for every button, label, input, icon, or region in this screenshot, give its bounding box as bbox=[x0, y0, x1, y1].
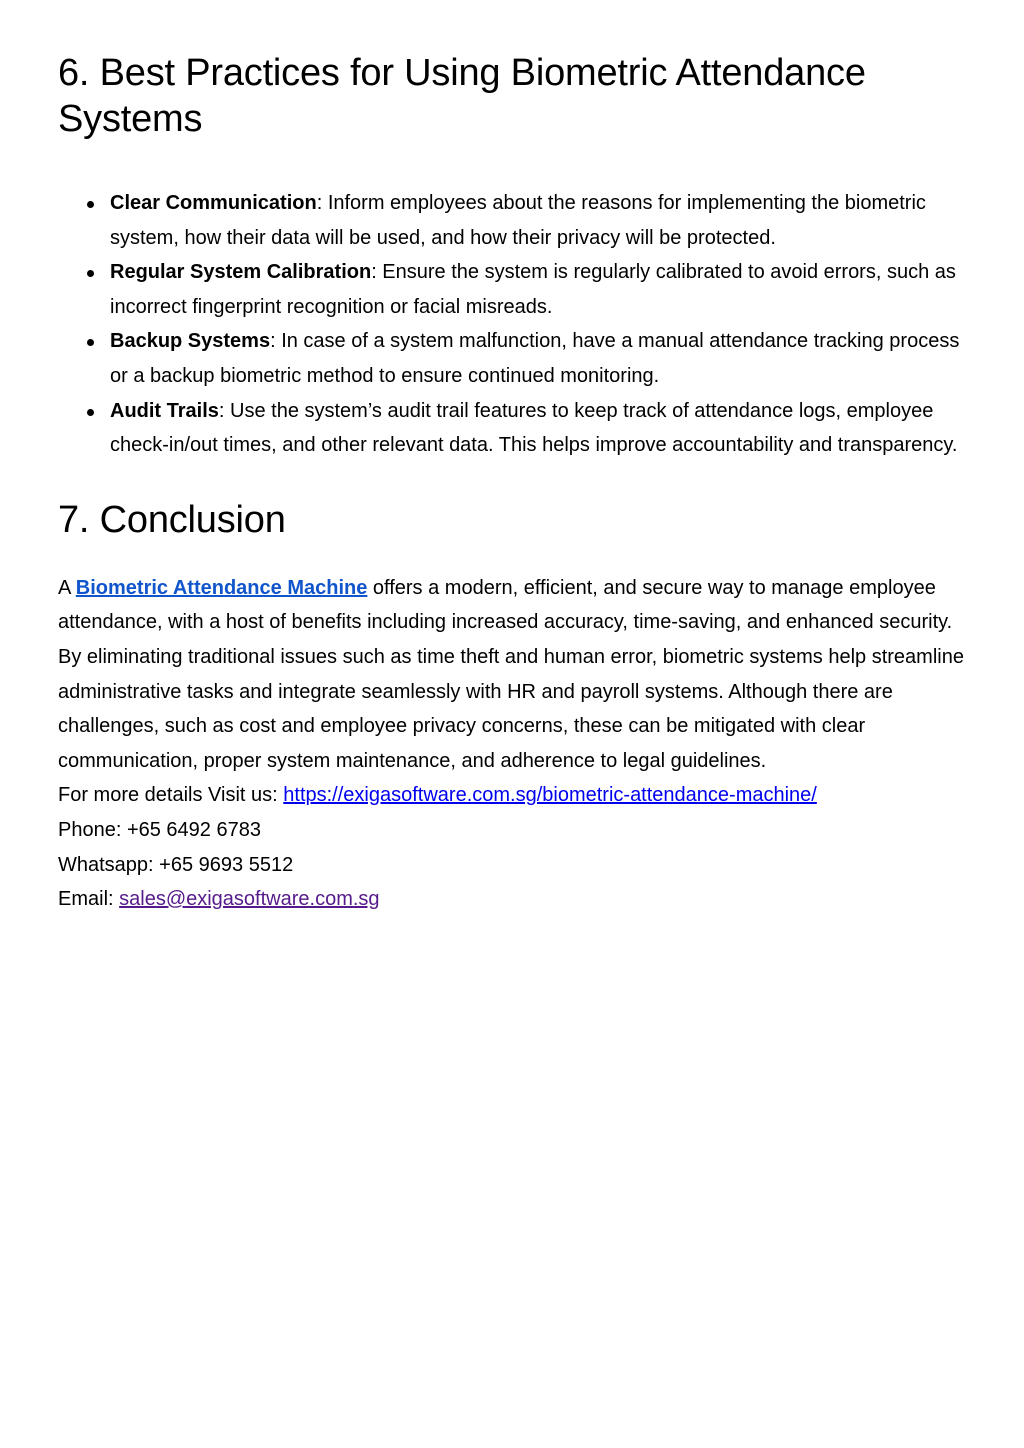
list-item bbox=[58, 255, 962, 324]
practice-term: Clear Communication bbox=[110, 192, 317, 214]
list-item bbox=[58, 324, 962, 393]
conclusion-text: offers a modern, efficient, and secure way to manage employee attendance, with a host of benefits including increased accuracy, time-saving, and enhanced security. By eliminating traditional issues such as time theft and human error, biometric systems help streamline administrative tasks and integrate seamlessly with HR and payroll systems. Although there are challenges, such as cost and employee privacy concerns, these can be mitigated with clear communication, proper system maintenance, and adherence to legal guidelines. bbox=[58, 576, 964, 772]
bullet-icon bbox=[87, 270, 94, 277]
section-7-heading: 7. Conclusion bbox=[58, 498, 286, 541]
bullet-icon bbox=[87, 409, 94, 416]
conclusion-body bbox=[58, 571, 970, 917]
practice-text: : In case of a system malfunction, have a manual attendance tracking process or a backup biometric method to ensure continued monitoring. bbox=[110, 330, 960, 387]
visit-label: For more details Visit us: bbox=[58, 784, 284, 807]
email-link[interactable]: sales@exigasoftware.com.sg bbox=[119, 888, 380, 911]
practice-term: Backup Systems bbox=[110, 330, 271, 353]
website-link[interactable]: https://exigasoftware.com.sg/biometric-attendance-machine/ bbox=[283, 784, 817, 807]
practice-text: : Inform employees about the reasons for implementing the biometric system, how their data will be used, and how their privacy will be protected. bbox=[110, 192, 926, 249]
section-6-heading: 6. Best Practices for Using Biometric Attendance Systems bbox=[58, 52, 866, 140]
bullet-icon bbox=[87, 339, 94, 346]
biometric-machine-link[interactable]: Biometric Attendance Machine bbox=[75, 576, 368, 599]
practice-text: : Ensure the system is regularly calibrated to avoid errors, such as incorrect fingerprint recognition or facial misreads. bbox=[110, 261, 956, 318]
conclusion-prefix: A bbox=[58, 576, 76, 599]
conclusion-paragraph bbox=[58, 571, 970, 779]
practice-term: Audit Trails bbox=[110, 399, 219, 422]
bullet-icon bbox=[87, 201, 94, 208]
visit-line bbox=[58, 778, 970, 813]
practice-text: : Use the system’s audit trail features to keep track of attendance logs, employee check-in/out times, and other relevant data. This helps improve accountability and transparency. bbox=[110, 399, 958, 457]
email-line bbox=[58, 882, 970, 917]
list-item bbox=[58, 394, 962, 463]
email-label: Email: bbox=[58, 888, 120, 911]
list-item bbox=[58, 186, 962, 255]
best-practices-list bbox=[58, 186, 966, 463]
practice-term: Regular System Calibration bbox=[110, 261, 372, 284]
phone-line: Phone: +65 6492 6783 bbox=[58, 818, 261, 841]
whatsapp-line: Whatsapp: +65 9693 5512 bbox=[58, 853, 294, 876]
